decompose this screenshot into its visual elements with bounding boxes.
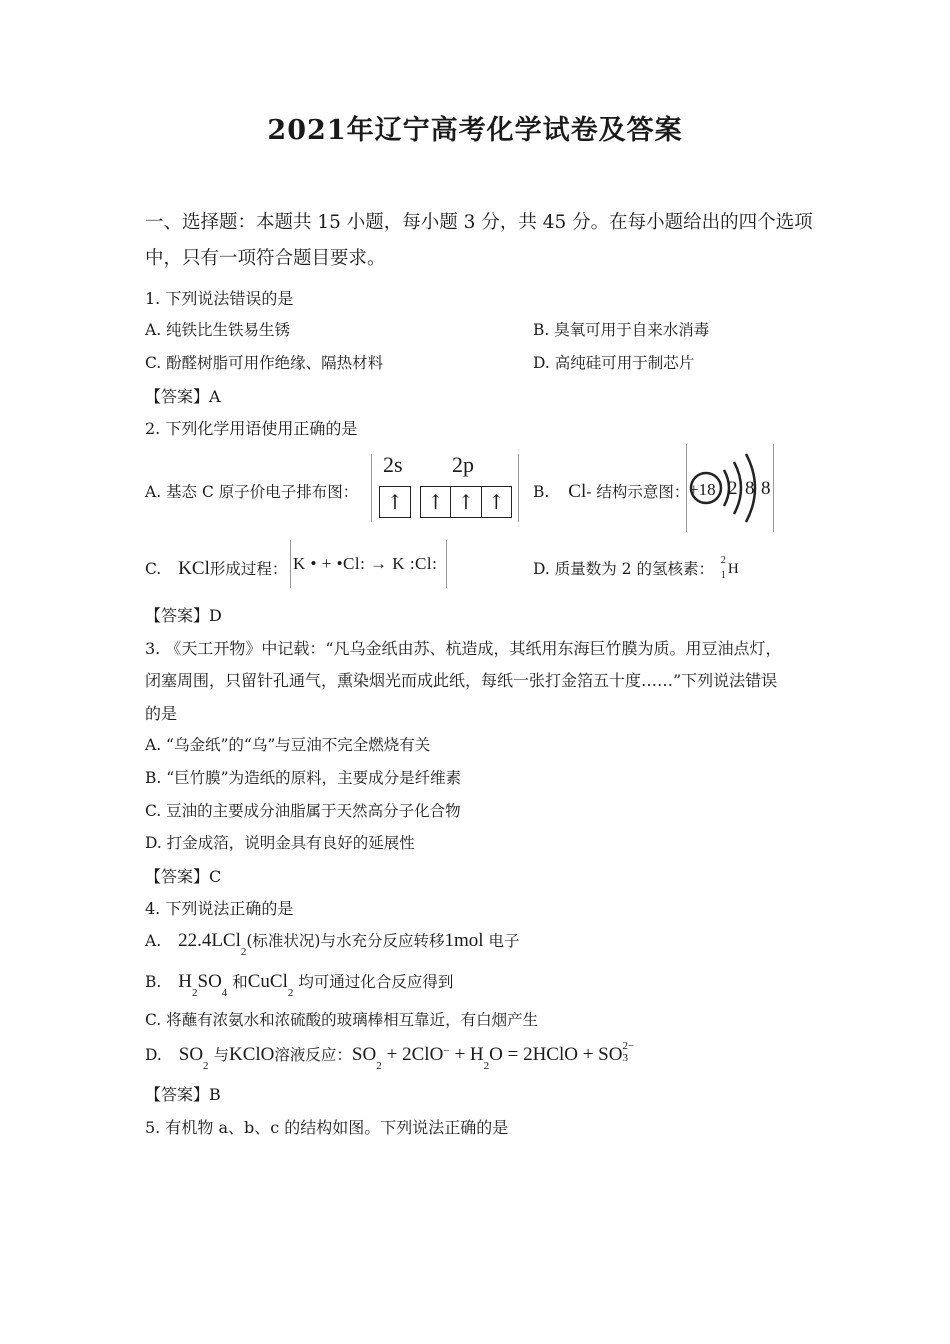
shell-2-electrons: 8 (745, 478, 755, 499)
q1-option-c: C. 酚醛树脂可用作绝缘、隔热材料 (145, 354, 384, 372)
q2-option-a-label: A. 基态 C 原子价电子排布图： (145, 483, 359, 501)
q1-option-b: B. 臭氧可用于自来水消毒 (533, 321, 710, 339)
section-instruction-line1: 一、选择题：本题共 15 小题，每小题 3 分，共 45 分。在每小题给出的四个选项 (145, 212, 813, 233)
q4-stem: 4. 下列说法正确的是 (145, 899, 294, 918)
q4-option-d: D. $SO_2$ 与KClO溶液反应：$SO_2 + 2ClO^- + H_2O$ = 2HClO + SO 2− 3 (145, 1040, 635, 1072)
q3-answer: 【答案】C (145, 867, 222, 886)
orbital-2p-box-2: ↑ (451, 487, 481, 517)
orbital-2s-box: ↑ (379, 486, 411, 518)
electron-dot-equation: K • + •Cl: → K :Cl: (293, 554, 438, 573)
shell-1-electrons: 2 (728, 478, 738, 499)
orbital-2p-boxes (420, 486, 512, 518)
q4-option-a: A. 22.4LCl$_2$(标准状况)与水充分反应转移1mol 电子 (145, 930, 520, 958)
q3-stem-line2: 闭塞周围，只留针孔通气，熏染烟光而成此纸，每纸一张打金箔五十度……”下列说法错误 (145, 671, 778, 690)
q2-answer: 【答案】D (145, 606, 222, 625)
q4-answer: 【答案】B (145, 1085, 221, 1104)
q2-option-b-label: B. Cl- 结构示意图： (533, 481, 690, 502)
section-instruction-line2: 中，只有一项符合题目要求。 (145, 248, 386, 269)
q3-stem-line3: 的是 (145, 704, 178, 723)
nucleus-charge: +18 (689, 480, 716, 499)
q1-option-a: A. 纯铁比生铁易生锈 (145, 321, 291, 339)
shell-3-electrons: 8 (761, 478, 771, 499)
nuclide-symbol: 2 1 H (720, 555, 739, 581)
orbital-2p-label: 2p (452, 452, 474, 477)
q3-option-b: B. “巨竹膜”为造纸的原料，主要成分是纤维素 (145, 769, 462, 787)
q3-stem-line1: 3. 《天工开物》中记载：“凡乌金纸由苏、杭造成，其纸用东海巨竹膜为质。用豆油点灯， (145, 639, 782, 658)
orbital-2p-box-1: ↑ (421, 487, 451, 517)
q4-option-c: C. 将蘸有浓氨水和浓硫酸的玻璃棒相互靠近，有白烟产生 (145, 1011, 539, 1029)
q5-stem: 5. 有机物 a、b、c 的结构如图。下列说法正确的是 (145, 1118, 509, 1137)
orbital-2p-box-3: ↑ (487, 490, 505, 514)
q3-option-a: A. “乌金纸”的“乌”与豆油不完全燃烧有关 (145, 736, 431, 754)
q1-stem: 1. 下列说法错误的是 (145, 289, 294, 308)
q2-option-c-label: C. KCl形成过程： (145, 558, 288, 579)
q1-answer: 【答案】A (145, 387, 221, 406)
q1-option-d: D. 高纯硅可用于制芯片 (533, 354, 695, 372)
q4-option-b: B. $H_2SO_4$ 和CuCl$_2$ 均可通过化合反应得到 (145, 971, 454, 999)
q2-option-d: D. 质量数为 2 的氢核素： 2 1 H (533, 557, 741, 579)
q3-option-c: C. 豆油的主要成分油脂属于天然高分子化合物 (145, 802, 461, 820)
page-title: 2021年辽宁高考化学试卷及答案 (267, 115, 683, 146)
q2-stem: 2. 下列化学用语使用正确的是 (145, 419, 358, 438)
orbital-2s-label: 2s (383, 452, 403, 477)
q3-option-d: D. 打金成箔，说明金具有良好的延展性 (145, 834, 415, 852)
